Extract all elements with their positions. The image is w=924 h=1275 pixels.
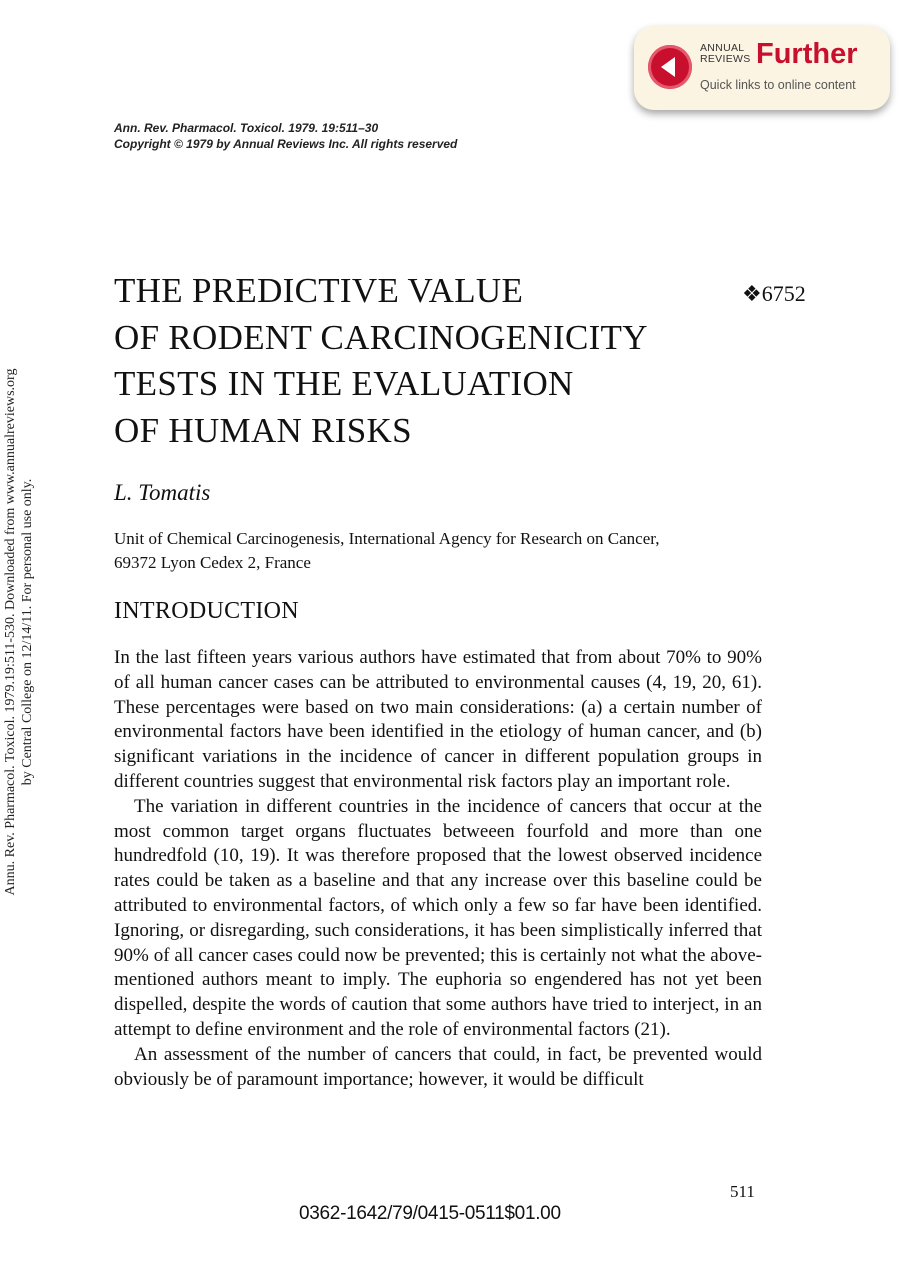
affiliation-line: 69372 Lyon Cedex 2, France bbox=[114, 553, 311, 572]
download-notice-line2: by Central College on 12/14/11. For personal use only. bbox=[20, 478, 35, 786]
title-line: OF HUMAN RISKS bbox=[114, 410, 412, 450]
author-name: L. Tomatis bbox=[114, 480, 211, 505]
title-line: OF RODENT CARCINOGENICITY bbox=[114, 317, 648, 357]
title-line: THE PREDICTIVE VALUE bbox=[114, 271, 524, 310]
page-number: 511 bbox=[730, 1182, 755, 1201]
body-paragraph: In the last fifteen years various authors have estimated that from about 70% to 90% of all human cancer cases can be attributed to environmental causes (4, 19, 20, 61). These percentages were based on two main considerations: (a) a certain number of environmental factors have been identified in the etiology of human cancer, and (b) significant variations in the incidence of cancer in different population groups in different countries suggest that environmental risk factors play an important role. bbox=[114, 647, 762, 792]
badge-subtitle: Quick links to online content bbox=[700, 78, 856, 92]
reference-number: ❖6752 bbox=[742, 281, 806, 306]
issn-code: 0362-1642/79/0415-0511$01.00 bbox=[299, 1203, 561, 1224]
body-paragraph: An assessment of the number of cancers that could, in fact, be prevented would obviously be of paramount importance; however, it would be difficult bbox=[114, 1043, 762, 1090]
affiliation-line: Unit of Chemical Carcinogenesis, International Agency for Research on Cancer, bbox=[114, 529, 660, 548]
body-paragraph: The variation in different countries in the incidence of cancers that occur at the most common target organs fluctuates betweeen fourfold and more than one hundredfold (10, 19). It was therefore proposed that the lowest observed incidence rates could be taken as a baseline and that any increase over this baseline could be attributed to environmental factors, of which only a few so far have been identified. Ignoring, or disregarding, such considerations, it has been simplistically inferred that 90% of all cancer cases could now be prevented; this is certainly not what the above-mentioned authors meant to imply. The euphoria so engendered has not yet been dispelled, despite the words of caution that some authors have tried to interject, in an attempt to define environment and the role of environmental factors (21). bbox=[114, 795, 762, 1040]
play-back-icon bbox=[648, 45, 692, 89]
badge-further-label: Further bbox=[756, 38, 858, 70]
badge-annual-reviews: ANNUAL REVIEWS bbox=[700, 42, 751, 65]
copyright-line: Copyright © 1979 by Annual Reviews Inc. All rights reserved bbox=[114, 137, 458, 151]
journal-citation bbox=[114, 120, 457, 152]
article-title bbox=[114, 268, 648, 454]
download-notice bbox=[2, 312, 36, 952]
article-body bbox=[114, 646, 762, 1092]
section-heading: INTRODUCTION bbox=[114, 598, 299, 624]
author-affiliation bbox=[114, 527, 774, 575]
download-notice-line1: Annu. Rev. Pharmacol. Toxicol. 1979.19:511-530. Downloaded from www.annualreviews.org bbox=[3, 368, 18, 896]
title-line: TESTS IN THE EVALUATION bbox=[114, 364, 574, 403]
further-badge[interactable] bbox=[634, 26, 890, 110]
citation-line: Ann. Rev. Pharmacol. Toxicol. 1979. 19:511–30 bbox=[114, 121, 379, 135]
